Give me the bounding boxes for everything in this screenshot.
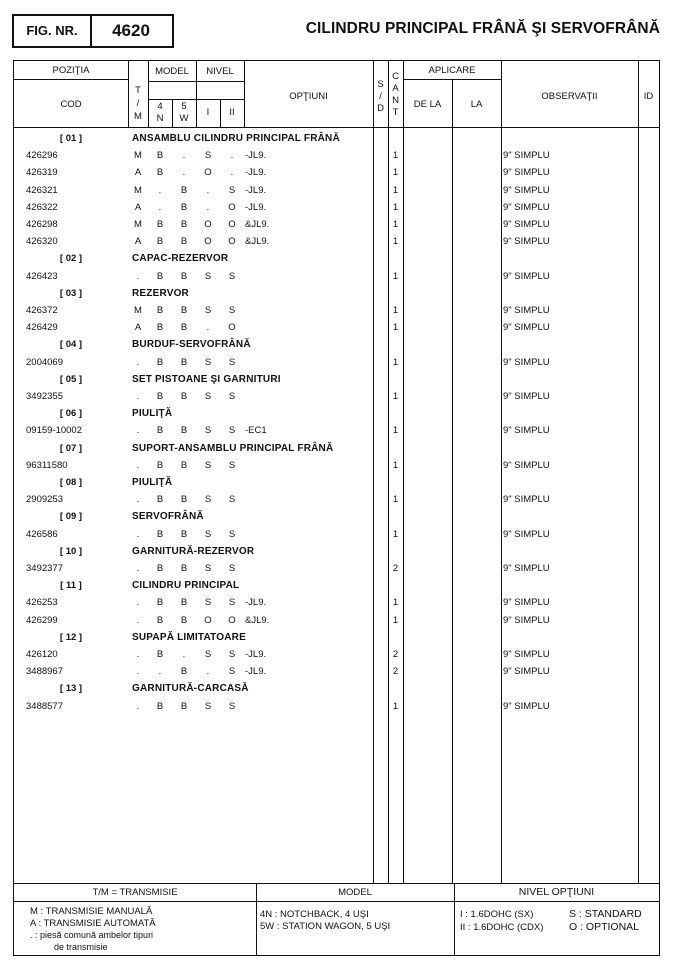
footer-nivel-title: NIVEL OPŢIUNI	[518, 886, 595, 898]
model-5w-code: .	[182, 167, 186, 179]
level-ii-code: O	[228, 201, 236, 213]
part-code: 2004069	[26, 356, 63, 368]
part-code: 426429	[26, 322, 58, 334]
col-cant-n: N	[392, 95, 399, 106]
level-i-code: S	[204, 649, 212, 660]
level-i-code: S	[204, 150, 212, 162]
section-title: GARNITURĂ-REZERVOR	[132, 545, 255, 557]
observation: 9" SIMPLU	[503, 322, 550, 334]
model-4n-code: B	[156, 700, 164, 712]
quantity: 1	[392, 356, 399, 368]
figure-number: 4620	[112, 21, 150, 40]
col-de-la: DE LA	[413, 99, 442, 110]
section-title: BURDUF-SERVOFRÂNĂ	[132, 339, 251, 351]
model-5w-code: B	[180, 563, 188, 574]
level-ii-code: S	[228, 494, 236, 506]
legend-tm-common-cont: de transmisie	[54, 942, 108, 952]
level-i-code: S	[204, 425, 212, 437]
model-4n-code: B	[156, 459, 164, 471]
col-cant-a: A	[392, 83, 399, 94]
section-title: SUPORT-ANSAMBLU PRINCIPAL FRÂNĂ	[132, 442, 334, 454]
col-cant-t: T	[392, 107, 399, 118]
part-code: 426298	[26, 219, 58, 230]
legend-optional: O : OPTIONAL	[569, 921, 640, 933]
transmission-code: .	[136, 700, 140, 712]
footer-model-title: MODEL	[338, 887, 372, 898]
part-code: 3492377	[26, 563, 63, 574]
quantity: 1	[392, 236, 399, 248]
model-4n-code: B	[156, 528, 164, 540]
legend-nivel-i: I : 1.6DOHC (SX)	[460, 909, 534, 920]
observation: 9" SIMPLU	[503, 494, 550, 506]
section-title: CILINDRU PRINCIPAL	[132, 580, 240, 592]
model-4n-code: .	[158, 666, 162, 678]
section-title: PIULIŢĂ	[132, 477, 173, 488]
level-i-code: .	[206, 666, 210, 678]
section-number: [ 12 ]	[59, 631, 83, 643]
col-sd-s: S	[377, 79, 384, 90]
level-ii-code: S	[228, 597, 236, 609]
level-ii-code: O	[228, 236, 236, 248]
model-4n-code: B	[156, 150, 164, 162]
transmission-code: A	[134, 201, 142, 213]
level-ii-code: S	[228, 563, 236, 574]
col-id: ID	[643, 91, 654, 102]
level-i-code: S	[204, 305, 212, 316]
col-sd-d: D	[377, 103, 384, 114]
col-nivel-ii: II	[229, 107, 235, 118]
observation: 9" SIMPLU	[503, 391, 550, 402]
model-5w-code: B	[180, 322, 188, 334]
level-i-code: S	[204, 597, 212, 609]
model-4n-code: B	[156, 597, 164, 609]
part-code: 426321	[26, 184, 58, 196]
level-i-code: S	[204, 356, 212, 368]
model-5w-code: B	[180, 270, 188, 282]
transmission-code: .	[136, 649, 140, 660]
level-ii-code: S	[228, 700, 236, 712]
part-code: 426423	[26, 270, 58, 282]
part-code: 3488577	[26, 700, 63, 712]
transmission-code: A	[134, 167, 142, 179]
model-4n-code: .	[158, 184, 162, 196]
part-code: 3488967	[26, 666, 63, 678]
observation: 9" SIMPLU	[503, 184, 550, 196]
legend-tm-auto: A : TRANSMISIE AUTOMATĂ	[30, 918, 156, 929]
section-number: [ 07 ]	[59, 442, 83, 454]
model-5w-code: B	[180, 700, 188, 712]
level-ii-code: .	[230, 167, 234, 179]
level-i-code: O	[204, 614, 212, 626]
level-i-code: O	[204, 236, 212, 248]
section-title: GARNITURĂ-CARCASĂ	[132, 683, 249, 695]
level-ii-code: O	[228, 322, 236, 334]
model-4n-code: B	[156, 563, 164, 574]
section-number: [ 08 ]	[59, 477, 83, 488]
option-code: -JL9.	[245, 666, 267, 678]
part-code: 426120	[26, 649, 58, 660]
col-cod: COD	[60, 99, 82, 110]
model-4n-code: B	[156, 614, 164, 626]
part-code: 426320	[26, 236, 58, 248]
level-ii-code: S	[228, 666, 236, 678]
col-model-n: N	[156, 113, 164, 124]
model-5w-code: B	[180, 666, 188, 678]
quantity: 1	[392, 528, 399, 540]
option-code: -JL9.	[245, 597, 267, 609]
col-nivel: NIVEL	[206, 66, 234, 77]
legend-standard: S : STANDARD	[569, 908, 642, 920]
col-optiuni: OPŢIUNI	[289, 91, 328, 102]
col-pozitia: POZIŢIA	[52, 65, 90, 76]
observation: 9" SIMPLU	[503, 614, 550, 626]
model-4n-code: B	[156, 305, 164, 316]
observation: 9" SIMPLU	[503, 167, 550, 179]
level-i-code: S	[204, 700, 212, 712]
observation: 9" SIMPLU	[503, 666, 550, 678]
quantity: 1	[392, 494, 399, 506]
col-cant-c: C	[392, 71, 399, 82]
transmission-code: .	[136, 356, 140, 368]
option-code: -JL9.	[245, 184, 267, 196]
model-4n-code: B	[156, 391, 164, 402]
transmission-code: .	[136, 666, 140, 678]
footer-tm-title: T/M = TRANSMISIE	[92, 887, 178, 898]
observation: 9" SIMPLU	[503, 459, 550, 471]
legend-nivel-ii: II : 1.6DOHC (CDX)	[460, 922, 544, 933]
observation: 9" SIMPLU	[503, 219, 550, 230]
quantity: 1	[392, 425, 399, 437]
section-number: [ 04 ]	[59, 339, 83, 351]
legend-tm-manual: M : TRANSMISIE MANUALĂ	[30, 906, 153, 917]
col-model: MODEL	[155, 66, 189, 77]
model-5w-code: B	[180, 201, 188, 213]
col-observatii: OBSERVAŢII	[541, 91, 598, 102]
option-code: -JL9.	[245, 150, 267, 162]
section-number: [ 09 ]	[59, 511, 83, 523]
col-nivel-i: I	[206, 107, 210, 118]
part-code: 09159-10002	[26, 425, 82, 437]
transmission-code: .	[136, 270, 140, 282]
transmission-code: .	[136, 494, 140, 506]
model-4n-code: B	[156, 494, 164, 506]
level-ii-code: S	[228, 391, 236, 402]
level-ii-code: S	[228, 528, 236, 540]
quantity: 1	[392, 322, 399, 334]
option-code: -JL9.	[245, 649, 267, 660]
section-number: [ 03 ]	[59, 287, 83, 299]
model-5w-code: B	[180, 425, 188, 437]
quantity: 1	[392, 700, 399, 712]
section-title: SERVOFRÂNĂ	[132, 511, 204, 523]
part-code: 3492355	[26, 391, 63, 402]
model-5w-code: B	[180, 391, 188, 402]
transmission-code: .	[136, 425, 140, 437]
observation: 9" SIMPLU	[503, 356, 550, 368]
part-code: 426372	[26, 305, 58, 316]
observation: 9" SIMPLU	[503, 649, 550, 660]
section-number: [ 02 ]	[59, 253, 83, 265]
section-title: PIULIŢĂ	[132, 408, 173, 420]
option-code: &JL9.	[245, 219, 270, 230]
model-5w-code: B	[180, 614, 188, 626]
parts-table	[13, 60, 660, 956]
legend-model-4n: 4N : NOTCHBACK, 4 UŞI	[260, 909, 369, 920]
quantity: 1	[392, 614, 399, 626]
section-title: REZERVOR	[132, 287, 189, 299]
legend-tm-common: . : piesă comună ambelor tipuri	[30, 930, 154, 940]
model-4n-code: B	[156, 270, 164, 282]
level-i-code: .	[206, 201, 210, 213]
level-ii-code: S	[228, 270, 236, 282]
observation: 9" SIMPLU	[503, 201, 550, 213]
observation: 9" SIMPLU	[503, 563, 550, 574]
observation: 9" SIMPLU	[503, 425, 550, 437]
part-code: 2909253	[26, 494, 63, 506]
section-title: CAPAC-REZERVOR	[132, 253, 229, 265]
section-number: [ 13 ]	[59, 683, 83, 695]
quantity: 1	[392, 219, 399, 230]
model-4n-code: B	[156, 356, 164, 368]
part-code: 96311580	[26, 459, 68, 471]
model-5w-code: B	[180, 219, 188, 230]
option-code: -EC1	[245, 425, 267, 437]
section-number: [ 01 ]	[59, 133, 83, 144]
transmission-code: .	[136, 459, 140, 471]
quantity: 1	[392, 391, 399, 402]
model-5w-code: B	[180, 356, 188, 368]
quantity: 2	[392, 563, 399, 574]
transmission-code: .	[136, 563, 140, 574]
observation: 9" SIMPLU	[503, 528, 550, 540]
observation: 9" SIMPLU	[503, 597, 550, 609]
model-5w-code: B	[180, 494, 188, 506]
transmission-code: A	[134, 322, 142, 334]
level-i-code: O	[204, 167, 212, 179]
transmission-code: M	[134, 219, 142, 230]
legend-model-5w: 5W : STATION WAGON, 5 UŞI	[260, 921, 391, 932]
page-title: CILINDRU PRINCIPAL FRÂNĂ ŞI SERVOFRÂNĂ	[305, 20, 660, 37]
section-number: [ 05 ]	[59, 373, 83, 385]
part-code: 426322	[26, 201, 58, 213]
level-ii-code: .	[230, 150, 234, 162]
model-4n-code: B	[156, 425, 164, 437]
quantity: 1	[392, 305, 399, 316]
model-5w-code: .	[182, 150, 186, 162]
model-4n-code: B	[156, 322, 164, 334]
level-ii-code: S	[228, 425, 236, 437]
level-i-code: S	[204, 391, 212, 402]
section-number: [ 11 ]	[60, 580, 82, 592]
level-i-code: S	[204, 563, 212, 574]
model-4n-code: B	[156, 236, 164, 248]
option-code: -JL9.	[245, 167, 267, 179]
section-number: [ 10 ]	[59, 545, 83, 557]
col-tm-m: M	[134, 111, 142, 122]
quantity: 2	[392, 666, 399, 678]
level-i-code: .	[206, 184, 210, 196]
model-5w-code: .	[182, 649, 186, 660]
col-model-w: W	[179, 113, 189, 124]
figure-number-box	[12, 14, 174, 48]
model-5w-code: B	[180, 184, 188, 196]
part-code: 426253	[26, 597, 58, 609]
level-ii-code: S	[228, 305, 236, 316]
quantity: 1	[392, 150, 399, 162]
level-ii-code: S	[228, 184, 236, 196]
level-i-code: S	[204, 459, 212, 471]
part-code: 426296	[26, 150, 58, 162]
col-model-4: 4	[157, 101, 163, 112]
model-4n-code: .	[158, 201, 162, 213]
model-4n-code: B	[156, 219, 164, 230]
transmission-code: M	[134, 184, 142, 196]
level-ii-code: O	[228, 219, 236, 230]
level-ii-code: S	[228, 356, 236, 368]
figure-label: FIG. NR.	[14, 16, 92, 46]
quantity: 1	[392, 167, 399, 179]
option-code: &JL9.	[245, 614, 270, 626]
transmission-code: .	[136, 597, 140, 609]
quantity: 1	[392, 270, 399, 282]
level-i-code: S	[204, 494, 212, 506]
quantity: 1	[392, 597, 399, 609]
part-code: 426586	[26, 528, 58, 540]
col-tm-t: T	[135, 85, 141, 96]
col-tm-slash: /	[136, 98, 140, 109]
transmission-code: M	[134, 305, 142, 316]
level-i-code: S	[204, 528, 212, 540]
transmission-code: .	[136, 528, 140, 540]
level-ii-code: O	[228, 614, 236, 626]
section-title: ANSAMBLU CILINDRU PRINCIPAL FRÂNĂ	[132, 133, 340, 144]
level-ii-code: S	[228, 649, 236, 660]
model-5w-code: B	[180, 528, 188, 540]
section-number: [ 06 ]	[59, 408, 83, 420]
model-5w-code: B	[180, 305, 188, 316]
level-i-code: S	[204, 270, 212, 282]
model-5w-code: B	[180, 597, 188, 609]
section-title: SET PISTOANE ŞI GARNITURI	[132, 373, 281, 385]
model-4n-code: B	[156, 167, 164, 179]
level-i-code: .	[206, 322, 210, 334]
col-aplicare: APLICARE	[428, 65, 476, 76]
quantity: 1	[392, 201, 399, 213]
quantity: 1	[392, 184, 399, 196]
observation: 9" SIMPLU	[503, 305, 550, 316]
level-ii-code: S	[228, 459, 236, 471]
col-la: LA	[470, 99, 483, 110]
transmission-code: .	[136, 391, 140, 402]
option-code: &JL9.	[245, 236, 270, 248]
col-sd-slash: /	[379, 91, 382, 102]
transmission-code: M	[134, 150, 142, 162]
section-title: SUPAPĂ LIMITATOARE	[132, 631, 246, 643]
transmission-code: .	[136, 614, 140, 626]
part-code: 426299	[26, 614, 58, 626]
transmission-code: A	[134, 236, 142, 248]
col-model-5: 5	[181, 101, 187, 112]
model-5w-code: B	[180, 459, 188, 471]
level-i-code: O	[204, 219, 212, 230]
model-5w-code: B	[180, 236, 188, 248]
model-4n-code: B	[156, 649, 164, 660]
quantity: 2	[392, 649, 399, 660]
observation: 9" SIMPLU	[503, 700, 550, 712]
part-code: 426319	[26, 167, 58, 179]
observation: 9" SIMPLU	[503, 236, 550, 248]
option-code: -JL9.	[245, 201, 267, 213]
quantity: 1	[392, 459, 399, 471]
observation: 9" SIMPLU	[503, 270, 550, 282]
observation: 9" SIMPLU	[503, 150, 550, 162]
